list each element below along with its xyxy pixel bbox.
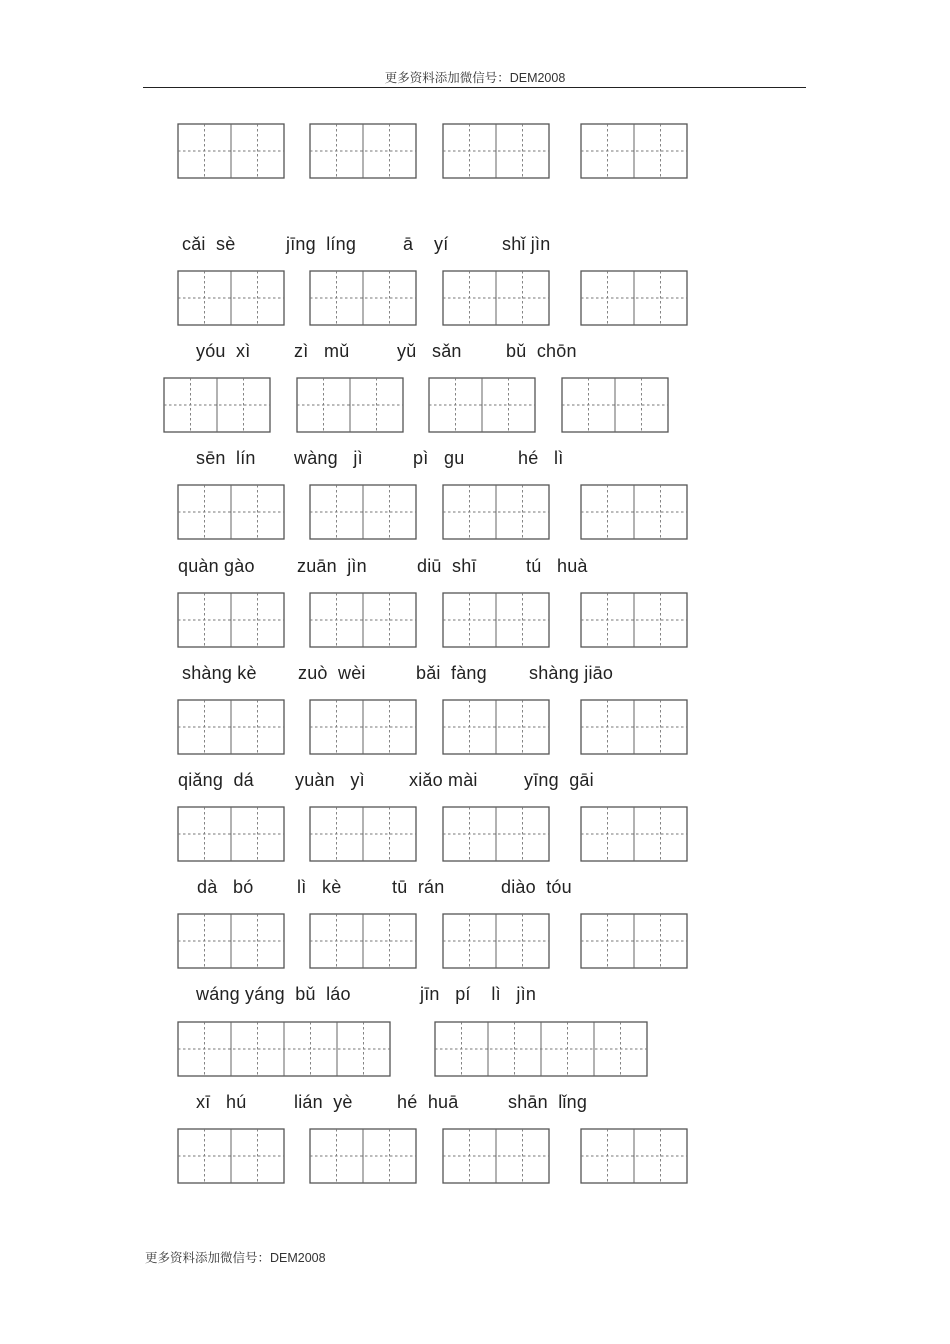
pinyin-label: tú huà xyxy=(526,556,588,576)
writing-grid-box xyxy=(442,1128,550,1184)
pinyin-label: ā yí xyxy=(403,234,449,254)
pinyin-label: shān lǐng xyxy=(508,1092,588,1112)
writing-grid-box xyxy=(442,484,550,540)
writing-grid-box xyxy=(177,913,285,969)
pinyin-label: tū rán xyxy=(392,877,445,897)
writing-grid-box xyxy=(177,484,285,540)
writing-grid-box xyxy=(177,270,285,326)
writing-grid-box xyxy=(580,806,688,862)
writing-grid-box xyxy=(434,1021,648,1077)
writing-grid-box xyxy=(177,1021,391,1077)
writing-grid-box xyxy=(580,123,688,179)
pinyin-label: wàng jì xyxy=(294,448,363,468)
pinyin-label: qiǎng dá xyxy=(178,770,254,790)
pinyin-label: yóu xì xyxy=(196,341,251,361)
writing-grid-box xyxy=(442,592,550,648)
page-header: 更多资料添加微信号：DEM2008 xyxy=(384,71,566,85)
pinyin-label: yǔ sǎn xyxy=(397,341,462,361)
pinyin-label: yīng gāi xyxy=(524,770,594,790)
pinyin-label: shàng jiāo xyxy=(529,663,614,683)
pinyin-label: quàn gào xyxy=(178,556,255,576)
pinyin-label: xiǎo mài xyxy=(409,770,478,790)
pinyin-label: zuān jìn xyxy=(297,556,367,576)
pinyin-label: hé lì xyxy=(518,448,564,468)
page-footer: 更多资料添加微信号：DEM2008 xyxy=(145,1251,326,1265)
writing-grid-box xyxy=(580,484,688,540)
writing-grid-box xyxy=(442,270,550,326)
writing-grid-box xyxy=(580,592,688,648)
pinyin-label: xī hú xyxy=(196,1092,247,1112)
writing-grid-box xyxy=(442,806,550,862)
pinyin-label: dà bó xyxy=(197,877,254,897)
pinyin-label: lì kè xyxy=(297,877,342,897)
pinyin-label: lián yè xyxy=(294,1092,353,1112)
writing-grid-box xyxy=(296,377,404,433)
pinyin-label: shǐ jìn xyxy=(502,234,551,254)
pinyin-label: diū shī xyxy=(417,556,477,576)
writing-grid-box xyxy=(309,592,417,648)
pinyin-label: wáng yáng bǔ láo xyxy=(196,984,351,1004)
pinyin-label: zuò wèi xyxy=(298,663,366,683)
writing-grid-box xyxy=(309,699,417,755)
writing-grid-box xyxy=(163,377,271,433)
writing-grid-box xyxy=(442,913,550,969)
writing-grid-box xyxy=(177,806,285,862)
pinyin-label: jīng líng xyxy=(286,234,357,254)
pinyin-label: yuàn yì xyxy=(295,770,365,790)
writing-grid-box xyxy=(309,913,417,969)
writing-grid-box xyxy=(177,592,285,648)
pinyin-label: shàng kè xyxy=(182,663,257,683)
writing-grid-box xyxy=(580,913,688,969)
pinyin-label: zì mǔ xyxy=(294,341,350,361)
pinyin-label: bǔ chōn xyxy=(506,341,577,361)
writing-grid-box xyxy=(428,377,536,433)
writing-grid-box xyxy=(177,1128,285,1184)
pinyin-label: hé huā xyxy=(397,1092,459,1112)
writing-grid-box xyxy=(177,699,285,755)
writing-grid-box xyxy=(442,123,550,179)
writing-grid-box xyxy=(309,806,417,862)
pinyin-label: bǎi fàng xyxy=(416,663,487,683)
writing-grid-box xyxy=(309,1128,417,1184)
writing-grid-box xyxy=(561,377,669,433)
writing-grid-box xyxy=(177,123,285,179)
writing-grid-box xyxy=(580,699,688,755)
writing-grid-box xyxy=(309,484,417,540)
pinyin-label: cǎi sè xyxy=(182,234,236,254)
writing-grid-box xyxy=(580,1128,688,1184)
pinyin-label: pì gu xyxy=(413,448,465,468)
writing-grid-box xyxy=(442,699,550,755)
pinyin-label: jīn pí lì jìn xyxy=(420,984,537,1004)
pinyin-label: sēn lín xyxy=(196,448,256,468)
writing-grid-box xyxy=(309,270,417,326)
writing-grid-box xyxy=(580,270,688,326)
writing-grid-box xyxy=(309,123,417,179)
pinyin-label: diào tóu xyxy=(501,877,572,897)
header-rule xyxy=(143,87,806,88)
